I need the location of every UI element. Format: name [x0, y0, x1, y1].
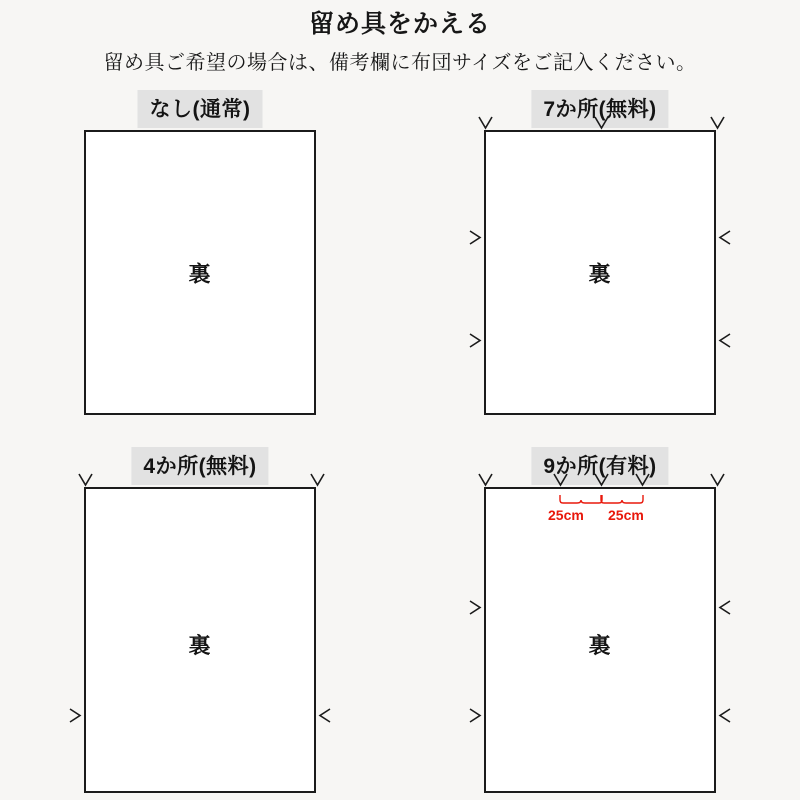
futon-nine	[484, 487, 716, 793]
panel-none	[0, 86, 400, 443]
clip-mark-bottom-left-icon	[67, 707, 84, 724]
page-title: 留め具をかえる	[308, 10, 491, 38]
futon-four-text: 裏	[188, 633, 212, 658]
clip-mark-top-left-icon	[77, 472, 94, 489]
clip-mark-right-lower-icon	[716, 707, 733, 724]
futon-four	[84, 487, 316, 793]
clip-mark-top-left-icon	[477, 472, 494, 489]
panel-grid	[0, 86, 800, 800]
clip-mark-top-right-icon	[709, 472, 726, 489]
clip-mark-top-right-icon	[309, 472, 326, 489]
clip-mark-right-lower-icon	[716, 332, 733, 349]
page-subtitle: 留め具ご希望の場合は、備考欄に布団サイズをご記入ください。	[103, 51, 697, 74]
panel-nine	[400, 443, 800, 800]
futon-seven-text: 裏	[588, 261, 612, 286]
clip-mark-top-right-icon	[709, 115, 726, 132]
clip-mark-top-left-icon	[477, 115, 494, 132]
panel-four-label: 4か所(無料)	[131, 447, 268, 485]
clip-mark-left-upper-icon	[467, 599, 484, 616]
clip-mark-right-upper-icon	[716, 229, 733, 246]
panel-seven-label: 7か所(無料)	[531, 90, 668, 128]
futon-nine-text: 裏	[588, 633, 612, 658]
clip-mark-bottom-right-icon	[316, 707, 333, 724]
panel-none-label: なし(通常)	[138, 90, 263, 128]
futon-none-text: 裏	[188, 261, 212, 286]
clip-mark-right-upper-icon	[716, 599, 733, 616]
futon-seven	[484, 130, 716, 415]
header	[0, 0, 800, 77]
clip-mark-left-lower-icon	[467, 707, 484, 724]
clip-mark-left-upper-icon	[467, 229, 484, 246]
panel-seven	[400, 86, 800, 443]
measure-label-left: 25cm	[548, 507, 584, 523]
panel-four	[0, 443, 400, 800]
panel-nine-label: 9か所(有料)	[531, 447, 668, 485]
clip-mark-left-lower-icon	[467, 332, 484, 349]
futon-none	[84, 130, 316, 415]
measure-label-right: 25cm	[608, 507, 644, 523]
